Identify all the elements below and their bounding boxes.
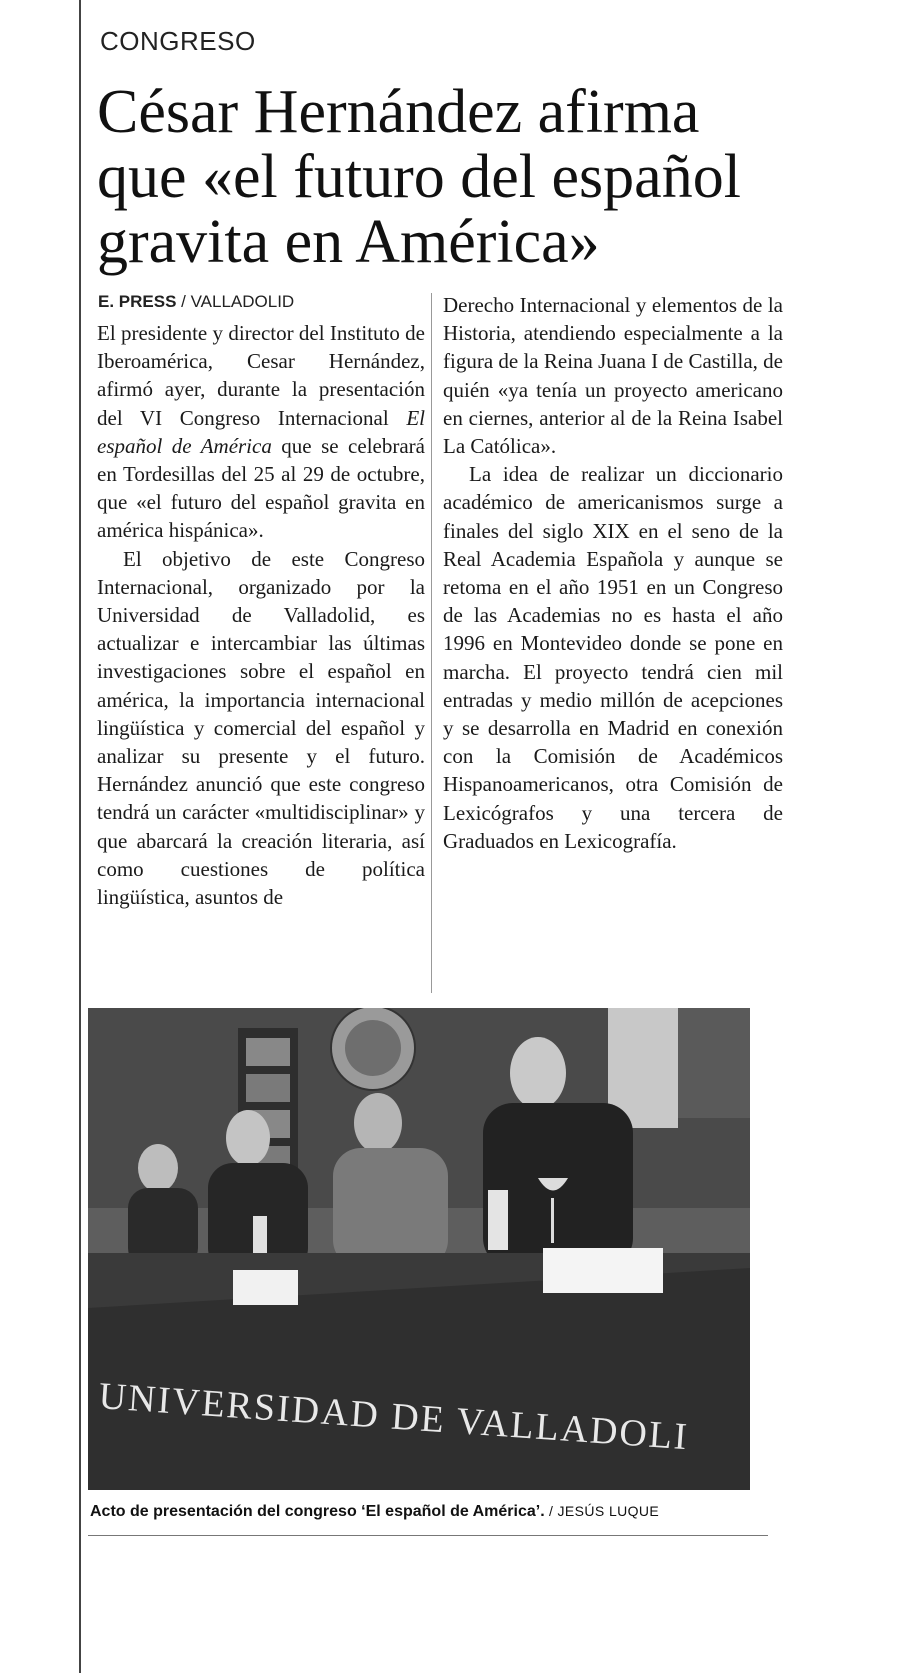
- photo-caption: [90, 1503, 770, 1521]
- byline: [98, 292, 294, 312]
- press-photo-illustration: [88, 1008, 750, 1490]
- article-column-left: [97, 319, 425, 911]
- article-column-right: [443, 291, 783, 855]
- paragraph-2: El objetivo de este Congreso Internacional, organizado por la Universidad de Valladolid, es actualizar e intercambiar las últimas investigaciones sobre el español en américa, la importancia internacional lingüística y comercial del español y analizar su presente y el futuro. Hernández anunció que este congreso tendrá un carácter «multidisciplinar» y que abarcará la creación literaria, así como cuestiones de política lingüística, asuntos de: [97, 546, 425, 910]
- table-inscription: UNIVERSIDAD DE VALLADOLI: [97, 1375, 691, 1459]
- byline-separator: /: [176, 292, 191, 311]
- caption-text: Acto de presentación del congreso ‘El español de América’.: [90, 1503, 545, 1520]
- left-margin-rule: [79, 0, 81, 1673]
- paragraph-3: Derecho Internacional y elementos de la Historia, atendiendo especialmente a la figura de la Reina Juana I de Castilla, de quién «ya tenía un proyecto americano en ciernes, anterior al de la Reina Isabel La Católica».: [443, 293, 783, 459]
- press-photo: [88, 1008, 750, 1490]
- column-divider: [431, 293, 432, 993]
- paragraph-1-text-b: que se celebrará en Tordesillas del 25 al 29 de octubre, que «el futuro del español gravita en américa hispánica».: [97, 433, 425, 543]
- congress-title: El español de América: [97, 405, 425, 458]
- byline-agency: E. PRESS: [98, 292, 177, 311]
- paragraph-1-text-a: El presidente y director del Instituto de Iberoamérica, Cesar Hernández, afirmó ayer, durante la presentación del VI Congreso Internacional: [97, 321, 425, 430]
- section-label: CONGRESO: [100, 26, 256, 56]
- byline-location: VALLADOLID: [190, 292, 295, 311]
- caption-rule: [88, 1535, 768, 1536]
- photo-credit: / JESÚS LUQUE: [544, 1503, 660, 1519]
- paragraph-4: La idea de realizar un diccionario académico de americanismos surge a finales del siglo XIX en el seno de la Real Academia Española y aunque se retoma en el año 1951 en un Congreso de las Academias no es hasta el año 1996 en Montevideo donde se pone en marcha. El proyecto tendrá cien mil entradas y medio millón de acepciones y se desarrolla en Madrid en conexión con la Comisión de Académicos Hispanoamericanos, otra Comisión de Lexicógrafos y una tercera de Graduados en Lexicografía.: [443, 462, 783, 853]
- paragraph-1: [97, 319, 425, 545]
- headline: César Hernández afirma que «el futuro del español gravita en América»: [97, 78, 741, 276]
